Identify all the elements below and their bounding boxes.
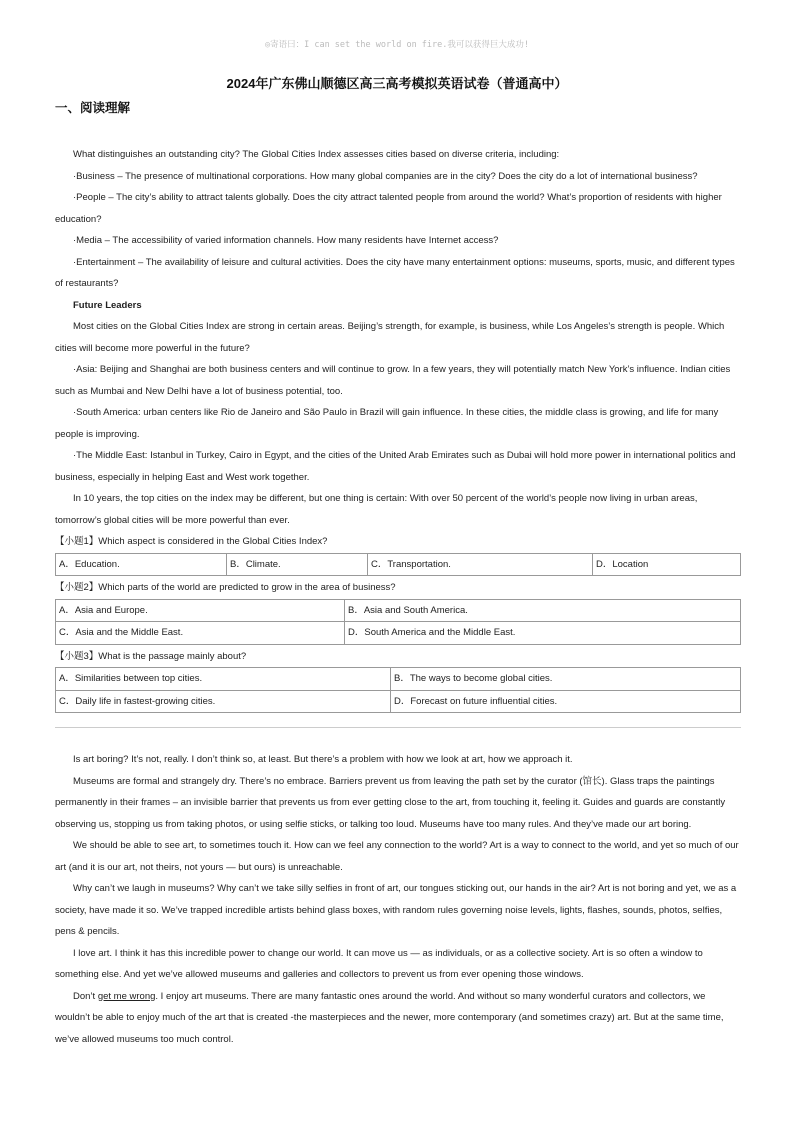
- question-stem: 【小题3】What is the passage mainly about?: [55, 650, 247, 662]
- option[interactable]: C．Transportation.: [368, 553, 593, 576]
- question-3-options: [55, 667, 741, 713]
- question-1-options: [55, 553, 741, 577]
- text: . I enjoy art museums. There are many fantastic ones around the world. And without so many wonderful curators and collectors, we wouldn’t be able to enjoy much of the art that is created -the masterpieces and the newer, more contemporary (and sometimes crazy) art. But at the same time, we’ve allowed museums too much control.: [55, 990, 724, 1045]
- paragraph: In 10 years, the top cities on the index may be different, but one thing is certain: With over 50 percent of the world’s people now living in urban areas, tomorrow’s global cities will be more powerful than ever.: [55, 493, 698, 526]
- option[interactable]: D．Location: [593, 553, 741, 576]
- passage-2: [55, 749, 741, 1050]
- paragraph: Most cities on the Global Cities Index are strong in certain areas. Beijing’s strength, for example, is business, while Los Angeles’s strength is people. Which cities will become more powerful in the future?: [55, 321, 725, 354]
- paragraph: ·People – The city’s ability to attract talents globally. Does the city attract talented people from around the world? What’s proportion of residents with higher education?: [55, 192, 722, 225]
- option[interactable]: C．Daily life in fastest-growing cities.: [56, 690, 391, 713]
- paragraph: ·Asia: Beijing and Shanghai are both business centers and will continue to grow. In a few years, they will potentially match New York’s influence. Indian cities such as Mumbai and New Delhi have a lot of business potential, too.: [55, 364, 731, 397]
- paragraph: ·The Middle East: Istanbul in Turkey, Cairo in Egypt, and the cities of the United Arab Emirates such as Dubai will hold more power in international politics and business, especially in helping East and West work together.: [55, 450, 736, 483]
- paragraph: Is art boring? It’s not, really. I don’t think so, at least. But there’s a problem with how we look at art, how we approach it.: [73, 754, 573, 765]
- option[interactable]: B．Climate.: [227, 553, 368, 576]
- header-note: ◎寄语曰：I can set the world on fire.我可以获得巨大成功!: [264, 40, 530, 50]
- section-divider: [55, 727, 741, 728]
- question-stem: 【小题1】Which aspect is considered in the Global Cities Index?: [55, 536, 328, 547]
- text: Don’t: [73, 990, 98, 1002]
- paragraph: What distinguishes an outstanding city? The Global Cities Index assesses cities based on diverse criteria, including:: [73, 149, 560, 160]
- option[interactable]: D．South America and the Middle East.: [345, 622, 741, 645]
- paragraph: ·Business – The presence of multinational corporations. How many global companies are in the city? Does the city do a lot of international business?: [73, 170, 698, 182]
- section-heading: 一、阅读理解: [55, 101, 131, 115]
- option[interactable]: D．Forecast on future influential cities.: [391, 690, 741, 713]
- page-title: 2024年广东佛山顺德区高三高考模拟英语试卷（普通高中）: [226, 76, 568, 91]
- paragraph: ·South America: urban centers like Rio de Janeiro and São Paulo in Brazil will gain influence. In these cities, the middle class is growing, and life for many people is improving.: [55, 407, 719, 440]
- option[interactable]: B．The ways to become global cities.: [391, 668, 741, 691]
- option[interactable]: A．Similarities between top cities.: [56, 668, 391, 691]
- paragraph: We should be able to see art, to sometimes touch it. How can we feel any connection to the world? Art is a way to connect to the world, and yet so much of our art (and it is our art, not theirs, not yours — but ours) is unreachable.: [55, 840, 739, 873]
- underlined-phrase: get me wrong: [97, 990, 156, 1002]
- paragraph: Why can’t we laugh in museums? Why can’t we take silly selfies in front of art, our tongues sticking out, our hands in the air? Art is not boring and yet, we as a society, have made it so. We’ve trapped incredible artists behind glass boxes, with random rules governing noise levels, lights, flashes, sounds, photos, selfies, pens & pencils.: [55, 883, 737, 937]
- paragraph: Museums are formal and strangely dry. There’s no embrace. Barriers prevent us from leaving the path set by the curator (馆长). Glass traps the paintings permanently in their frames – an invisible barrier that prevents us from ever getting close to the art, from touching it, feeling it. Guides and guards are constantly observing us, stopping us from taking photos, or using selfie sticks, or talking too loud. Museums have too many rules. And they’ve made our art boring.: [55, 775, 726, 830]
- question-stem: 【小题2】Which parts of the world are predicted to grow in the area of business?: [55, 582, 396, 593]
- option[interactable]: B．Asia and South America.: [345, 599, 741, 622]
- question-2-options: [55, 599, 741, 645]
- paragraph: ·Media – The accessibility of varied information channels. How many residents have Internet access?: [73, 235, 499, 246]
- subheading: Future Leaders: [73, 299, 142, 311]
- option[interactable]: C．Asia and the Middle East.: [56, 622, 345, 645]
- passage-1: [55, 144, 741, 713]
- option[interactable]: A．Asia and Europe.: [56, 599, 345, 622]
- option[interactable]: A．Education.: [56, 553, 227, 576]
- paragraph: [55, 986, 741, 1051]
- paragraph: I love art. I think it has this incredible power to change our world. It can move us — as individuals, or as a collective society. Art is so often a window to something else. And yet we’ve allowed museums and galleries and collectors to prevent us from ever opening those windows.: [55, 947, 703, 980]
- paragraph: ·Entertainment – The availability of leisure and cultural activities. Does the city have many entertainment options: museums, sports, music, and different types of restaurants?: [55, 256, 735, 289]
